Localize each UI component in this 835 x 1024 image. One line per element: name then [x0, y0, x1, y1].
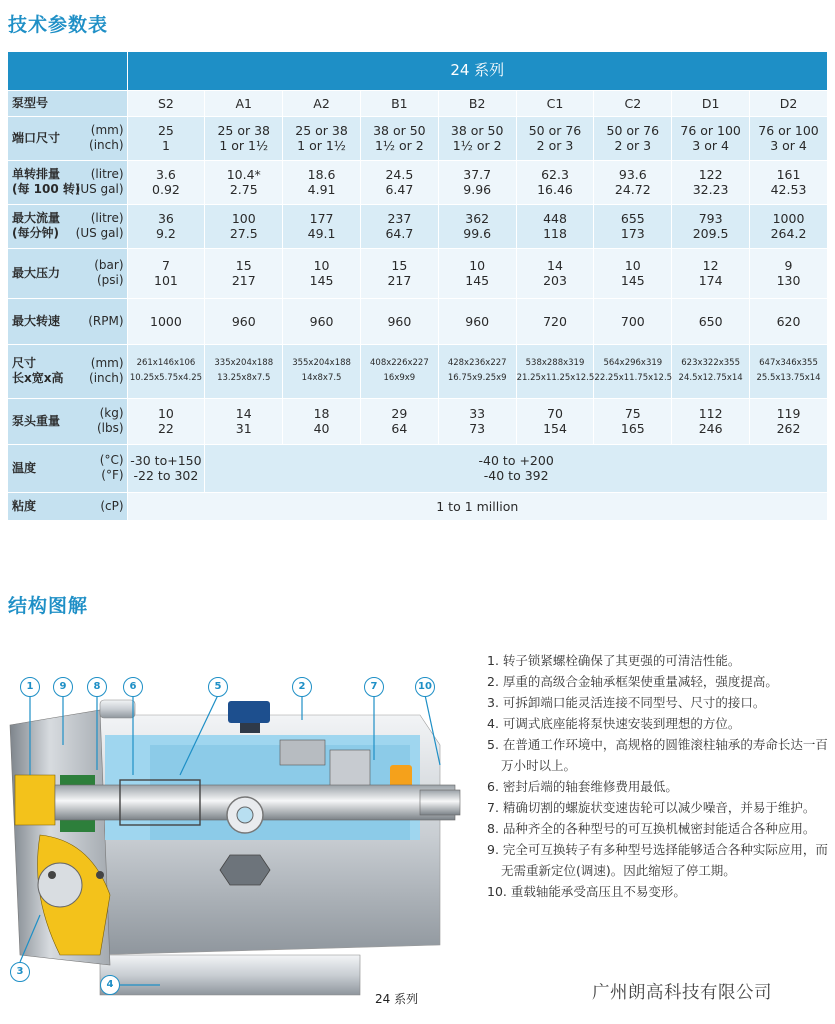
row-label	[8, 344, 127, 398]
row-label	[8, 398, 127, 444]
row-label	[8, 492, 127, 520]
callout-3: 3	[10, 962, 30, 982]
value-cell: 3.6 0.92	[127, 160, 205, 204]
callout-8: 8	[87, 677, 107, 697]
model-cell: D1	[672, 90, 750, 116]
value-cell: 960	[283, 298, 361, 344]
value-cell: 538x288x319 21.25x11.25x12.5	[516, 344, 594, 398]
row-label-zh-sub: (每分钟)	[12, 226, 59, 240]
callout-6: 6	[123, 677, 143, 697]
row-unit: (mm) (inch)	[89, 356, 124, 385]
table-row	[8, 160, 828, 204]
value-cell: 650	[672, 298, 750, 344]
row-label-zh: 泵头重量	[12, 413, 61, 428]
diagram-caption: 24 系列	[375, 992, 419, 1006]
value-cell: 1000 264.2	[750, 204, 828, 248]
value-cell: 14 31	[205, 398, 283, 444]
row-label-zh: 尺寸	[12, 356, 37, 370]
value-cell: 960	[438, 298, 516, 344]
row-label-zh: 最大流量	[12, 211, 61, 225]
model-cell: S2	[127, 90, 205, 116]
value-cell: 122 32.23	[672, 160, 750, 204]
row-label-zh: 端口尺寸	[12, 130, 61, 145]
value-cell: 161 42.53	[750, 160, 828, 204]
model-cell: C2	[594, 90, 672, 116]
company-name: 广州朗高科技有限公司	[592, 983, 772, 1003]
row-unit: (mm) (inch)	[89, 123, 124, 152]
value-cell: -40 to +200 -40 to 392	[205, 444, 828, 492]
row-label-zh: 最大压力	[12, 265, 61, 280]
value-cell: 620	[750, 298, 828, 344]
callout-1: 1	[20, 677, 40, 697]
callout-10: 10	[415, 677, 435, 697]
row-label-zh-sub: (每 100 转)	[12, 182, 81, 196]
value-cell: 428x236x227 16.75x9.25x9	[438, 344, 516, 398]
value-cell: 15 217	[360, 248, 438, 298]
value-cell: 10.4* 2.75	[205, 160, 283, 204]
value-cell: 15 217	[205, 248, 283, 298]
feature-item: 3. 可拆卸端口能灵活连接不同型号、尺寸的接口。	[487, 695, 766, 710]
feature-item: 9. 完全可互换转子有多种型号选择能够适合各种实际应用，而无需重新定位(调速)。因此缩短了停工期。	[487, 842, 828, 878]
value-cell: 70 154	[516, 398, 594, 444]
series-header: 24 系列	[127, 52, 827, 90]
row-label	[8, 116, 127, 160]
value-cell: 700	[594, 298, 672, 344]
value-cell: 237 64.7	[360, 204, 438, 248]
callout-7: 7	[364, 677, 384, 697]
value-cell: 261x146x106 10.25x5.75x4.25	[127, 344, 205, 398]
value-cell: 76 or 100 3 or 4	[750, 116, 828, 160]
pump-illustration	[0, 665, 470, 1005]
value-cell: 623x322x355 24.5x12.75x14	[672, 344, 750, 398]
row-unit: (cP)	[100, 498, 124, 513]
table-row	[8, 398, 828, 444]
value-cell: 37.7 9.96	[438, 160, 516, 204]
spec-section-title: 技术参数表	[8, 14, 109, 36]
value-cell: 18 40	[283, 398, 361, 444]
model-cell: B2	[438, 90, 516, 116]
value-cell: 12 174	[672, 248, 750, 298]
row-unit: (litre) (US gal)	[75, 211, 124, 240]
table-row	[8, 248, 828, 298]
value-cell: 100 27.5	[205, 204, 283, 248]
value-cell: 9 130	[750, 248, 828, 298]
row-unit: (kg) (lbs)	[96, 406, 124, 435]
value-cell: 10 22	[127, 398, 205, 444]
model-cell: A2	[283, 90, 361, 116]
model-cell: A1	[205, 90, 283, 116]
table-corner	[8, 52, 127, 90]
value-cell: 29 64	[360, 398, 438, 444]
feature-item: 5. 在普通工作环境中，高规格的圆锥滚柱轴承的寿命长达一百万小时以上。	[487, 737, 828, 773]
row-unit: (°C) (°F)	[99, 453, 124, 482]
value-cell: 720	[516, 298, 594, 344]
model-cell: B1	[360, 90, 438, 116]
feature-item: 6. 密封后端的轴套维修费用最低。	[487, 779, 678, 794]
value-cell: 33 73	[438, 398, 516, 444]
value-cell: 355x204x188 14x8x7.5	[283, 344, 361, 398]
row-label-zh-sub: 长x宽x高	[12, 371, 64, 385]
value-cell: 448 118	[516, 204, 594, 248]
value-cell: 36 9.2	[127, 204, 205, 248]
value-cell: 38 or 50 1½ or 2	[438, 116, 516, 160]
row-label-zh: 温度	[12, 460, 37, 475]
model-label: 泵型号	[8, 90, 127, 116]
value-cell: 647x346x355 25.5x13.75x14	[750, 344, 828, 398]
value-cell: 655 173	[594, 204, 672, 248]
row-label	[8, 444, 127, 492]
value-cell: 119 262	[750, 398, 828, 444]
value-cell: 50 or 76 2 or 3	[594, 116, 672, 160]
table-row	[8, 444, 828, 492]
value-cell: 112 246	[672, 398, 750, 444]
value-cell: 793 209.5	[672, 204, 750, 248]
feature-item: 2. 厚重的高级合金轴承框架使重量减轻，强度提高。	[487, 674, 778, 689]
table-row	[8, 298, 828, 344]
row-label-zh: 粘度	[12, 498, 37, 513]
value-cell: 93.6 24.72	[594, 160, 672, 204]
callout-5: 5	[208, 677, 228, 697]
feature-item: 10. 重载轴能承受高压且不易变形。	[487, 884, 686, 899]
value-cell: 10 145	[594, 248, 672, 298]
feature-item: 1. 转子锁紧螺栓确保了其更强的可清洁性能。	[487, 653, 741, 668]
value-cell: 38 or 50 1½ or 2	[360, 116, 438, 160]
table-row	[8, 204, 828, 248]
value-cell: 362 99.6	[438, 204, 516, 248]
table-row	[8, 116, 828, 160]
spec-table	[8, 52, 828, 521]
value-cell: 1000	[127, 298, 205, 344]
row-label-zh: 单转排量	[12, 167, 61, 181]
value-cell: 408x226x227 16x9x9	[360, 344, 438, 398]
value-cell: 14 203	[516, 248, 594, 298]
value-cell: 960	[205, 298, 283, 344]
row-unit: (bar) (psi)	[94, 258, 124, 287]
value-cell: 50 or 76 2 or 3	[516, 116, 594, 160]
row-label	[8, 160, 127, 204]
row-label	[8, 204, 127, 248]
callout-4: 4	[100, 975, 120, 995]
feature-item: 4. 可调式底座能将泵快速安装到理想的方位。	[487, 716, 741, 731]
value-cell: 7 101	[127, 248, 205, 298]
value-cell: 564x296x319 22.25x11.75x12.5	[594, 344, 672, 398]
feature-item: 8. 品种齐全的各种型号的可互换机械密封能适合各种应用。	[487, 821, 816, 836]
value-cell: 25 1	[127, 116, 205, 160]
feature-item: 7. 精确切割的螺旋状变速齿轮可以减少噪音，并易于维护。	[487, 800, 816, 815]
row-unit: (RPM)	[88, 313, 124, 328]
row-label-zh: 最大转速	[12, 313, 61, 328]
value-cell: 25 or 38 1 or 1½	[205, 116, 283, 160]
value-cell: 18.6 4.91	[283, 160, 361, 204]
value-cell: 177 49.1	[283, 204, 361, 248]
value-cell: 24.5 6.47	[360, 160, 438, 204]
value-cell: 25 or 38 1 or 1½	[283, 116, 361, 160]
value-cell: 335x204x188 13.25x8x7.5	[205, 344, 283, 398]
value-cell: -30 to+150 -22 to 302	[127, 444, 205, 492]
row-unit: (litre) (US gal)	[75, 167, 124, 196]
callout-9: 9	[53, 677, 73, 697]
row-label	[8, 298, 127, 344]
structure-section-title: 结构图解	[8, 595, 89, 617]
value-cell: 10 145	[438, 248, 516, 298]
value-cell: 10 145	[283, 248, 361, 298]
feature-list	[487, 650, 832, 902]
value-cell: 960	[360, 298, 438, 344]
model-cell: D2	[750, 90, 828, 116]
value-cell: 1 to 1 million	[127, 492, 827, 520]
value-cell: 75 165	[594, 398, 672, 444]
model-cell: C1	[516, 90, 594, 116]
table-row	[8, 492, 828, 520]
row-label	[8, 248, 127, 298]
value-cell: 62.3 16.46	[516, 160, 594, 204]
table-row	[8, 344, 828, 398]
callout-2: 2	[292, 677, 312, 697]
pump-cutaway-diagram	[0, 665, 470, 1005]
value-cell: 76 or 100 3 or 4	[672, 116, 750, 160]
